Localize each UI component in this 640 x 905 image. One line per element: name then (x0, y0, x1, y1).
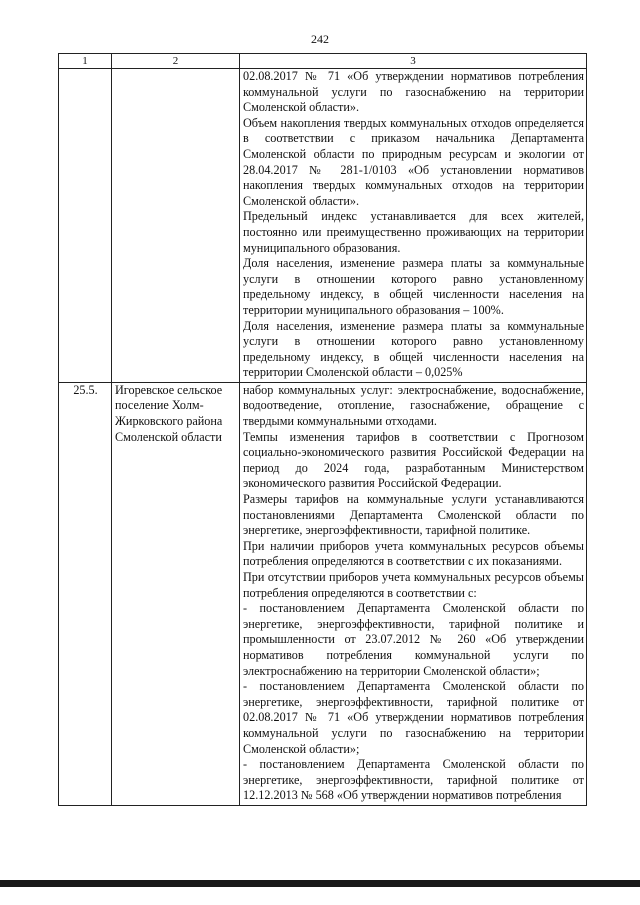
paragraph: Размеры тарифов на коммунальные услуги устанавливаются постановлениями Департамента Смоленской области по энергетике, энергоэффективности, тарифной политике. (243, 492, 584, 538)
settlement-name-cell (112, 69, 240, 383)
paragraph: - постановлением Департамента Смоленской области по энергетике, энергоэффективности, тарифной политике от 12.12.2013 № 568 «Об утверждении нормативов потребления (243, 757, 584, 803)
header-col-3: 3 (240, 54, 587, 69)
page-bottom-bar (0, 880, 640, 887)
row-number-cell: 25.5. (59, 382, 112, 805)
paragraph: Предельный индекс устанавливается для всех жителей, постоянно или преимущественно проживающих на территории муниципального образования. (243, 209, 584, 255)
paragraph: При наличии приборов учета коммунальных ресурсов объемы потребления определяются в соответствии с их показаниями. (243, 538, 584, 569)
table-row (59, 69, 587, 383)
paragraph: Доля населения, изменение размера платы за коммунальные услуги в отношении которого равно установленному предельному индексу, в общей численности населения на территории муниципального образования – 100%. (243, 256, 584, 317)
settlement-name-cell: Игоревское сельское поселение Холм-Жирковского района Смоленской области (112, 382, 240, 805)
paragraph: Объем накопления твердых коммунальных отходов определяется в соответствии с приказом начальника Департамента Смоленской области по природным ресурсам и экологии от 28.04.2017 № 281-1/0103 «Об установлении нормативов накопления твердых коммунальных отходов на территории Смоленской области». (243, 115, 584, 208)
paragraph: Темпы изменения тарифов в соответствии с Прогнозом социально-экономического развития Российской Федерации на период до 2024 года, разработанным Министерством экономического развития Российской Федерации. (243, 429, 584, 491)
header-col-2: 2 (112, 54, 240, 69)
paragraph: - постановлением Департамента Смоленской области по энергетике, энергоэффективности, тарифной политике и промышленности от 23.07.2012 № 260 «Об утверждении нормативов потребления коммунальной услуги по электроснабжению на территории Смоленской области»; (243, 601, 584, 678)
page-number: 242 (311, 32, 329, 46)
header-col-1: 1 (59, 54, 112, 69)
table-row (59, 382, 587, 805)
table-header-row (59, 54, 587, 69)
paragraph: При отсутствии приборов учета коммунальных ресурсов объемы потребления определяются в соответствии с: (243, 570, 584, 600)
description-cell (240, 382, 587, 805)
paragraph: - постановлением Департамента Смоленской области по энергетике, энергоэффективности, тарифной политике от 02.08.2017 № 71 «Об утверждении нормативов потребления коммунальной услуги по газоснабжению на территории Смоленской области»; (243, 679, 584, 756)
paragraph: набор коммунальных услуг: электроснабжение, водоснабжение, водоотведение, отопление, газоснабжение, обращение с твердыми коммунальными отходами. (243, 382, 584, 429)
row-number-cell (59, 69, 112, 383)
paragraph: Доля населения, изменение размера платы за коммунальные услуги в отношении которого равно установленному предельному индексу, в общей численности населения на территории Смоленской области – 0,025% (243, 318, 584, 380)
description-cell (240, 69, 587, 383)
document-table (58, 53, 587, 806)
paragraph: 02.08.2017 № 71 «Об утверждении нормативов потребления коммунальной услуги по газоснабжению на территории Смоленской области». (243, 69, 584, 115)
